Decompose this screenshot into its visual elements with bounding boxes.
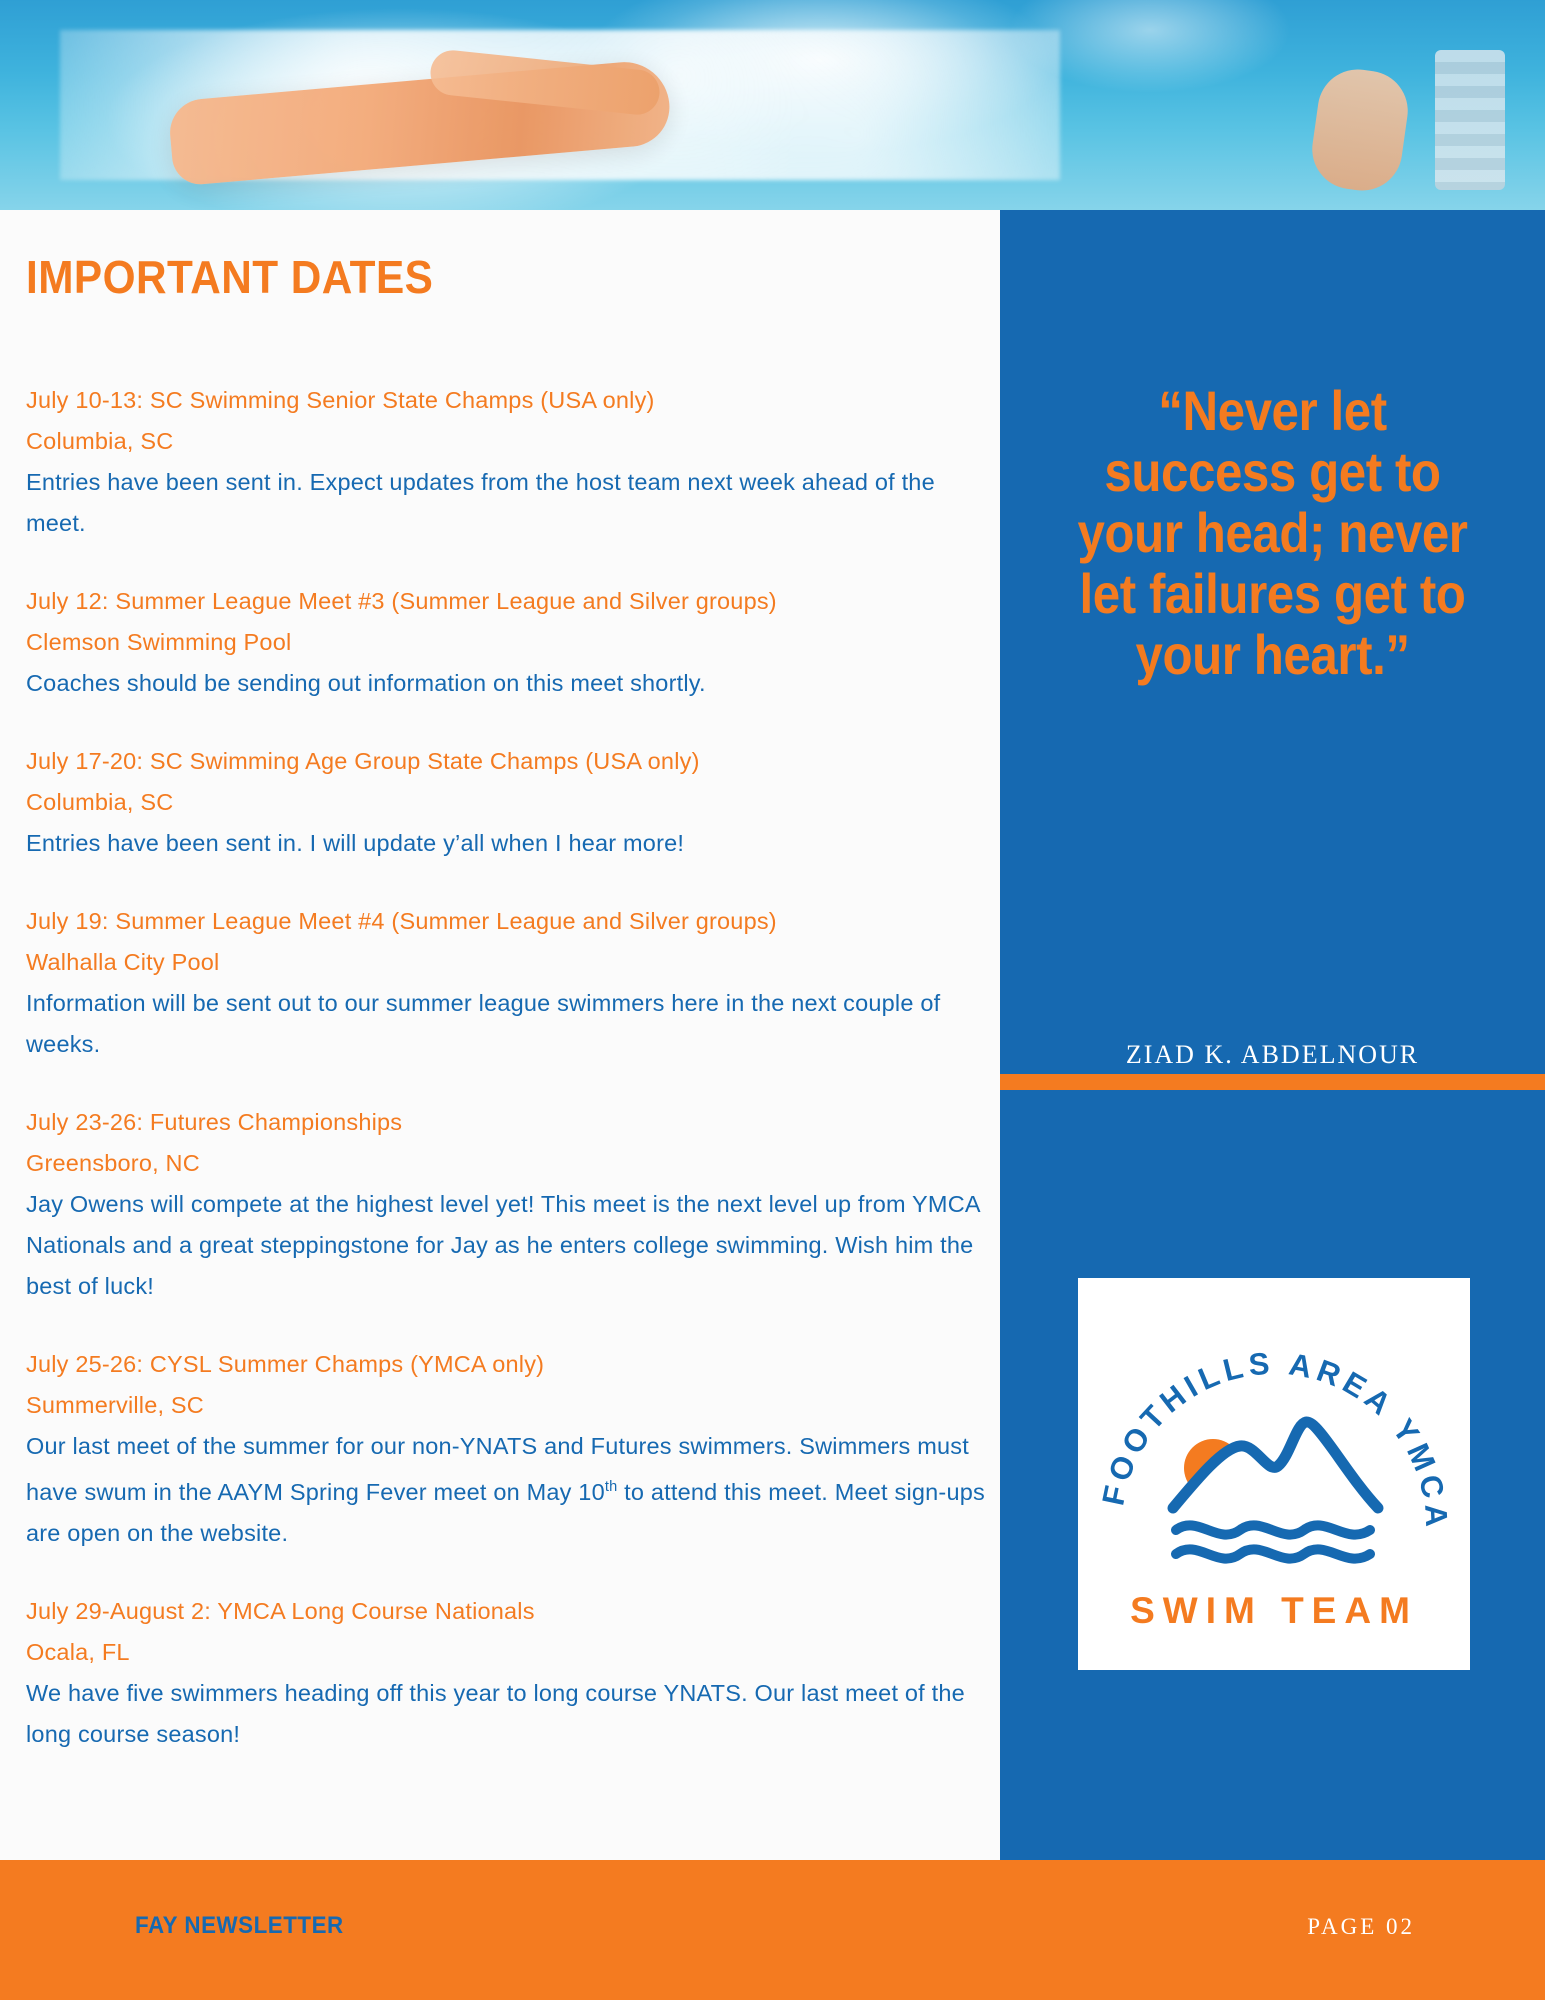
event-title: July 17-20: SC Swimming Age Group State Champs (USA only) (26, 748, 700, 774)
logo-wave-1 (1176, 1525, 1370, 1534)
logo-arc-text: FOOTHILLS AREA YMCA (1095, 1345, 1455, 1533)
list-item (26, 901, 986, 1065)
page-footer (0, 1860, 1545, 2000)
event-description: Coaches should be sending out information on this meet shortly. (26, 670, 706, 696)
footer-page-number: PAGE 02 (1307, 1914, 1415, 1939)
event-location: Walhalla City Pool (26, 949, 220, 975)
list-item (26, 380, 986, 544)
event-description-part1: Our last meet of the summer for our non-YNATS and Futures swimmers. Swimmers must have swum in the AAYM Spring Fever meet on May 10 (26, 1433, 969, 1505)
quote-block (1000, 210, 1545, 1070)
event-location: Clemson Swimming Pool (26, 629, 292, 655)
event-description: Information will be sent out to our summer league swimmers here in the next couple of weeks. (26, 990, 941, 1057)
footer-newsletter-label: FAY NEWSLETTER (135, 1912, 344, 1939)
event-title: July 29-August 2: YMCA Long Course Nationals (26, 1597, 535, 1624)
event-location: Greensboro, NC (26, 1150, 200, 1176)
header-photo-banner (0, 0, 1545, 210)
event-description: Jay Owens will compete at the highest level yet! This meet is the next level up from YMCA Nationals and a great steppingstone for Jay as he enters college swimming. Wish him the best of luck! (26, 1191, 980, 1299)
event-description-part2: to attend this meet. Meet sign-ups are open on the website. (26, 1478, 985, 1546)
event-location: Summerville, SC (26, 1392, 204, 1418)
pool-backstroke-flags (1435, 50, 1505, 190)
quote-author: ZIAD K. ABDELNOUR (1125, 1040, 1420, 1069)
ymca-swim-team-logo (1078, 1278, 1470, 1670)
logo-bottom-text: SWIM TEAM (1130, 1590, 1418, 1631)
logo-graphic (1078, 1278, 1470, 1670)
list-item (26, 1102, 986, 1307)
list-item (26, 581, 986, 704)
event-title: July 12: Summer League Meet #3 (Summer League and Silver groups) (26, 588, 777, 614)
event-location: Columbia, SC (26, 789, 174, 815)
divider (1000, 1074, 1545, 1090)
list-item (26, 1591, 986, 1755)
quote-text: “Never let success get to your head; never let failures get to your heart.” (1077, 379, 1468, 686)
event-description: We have five swimmers heading off this year to long course YNATS. Our last meet of the long course season! (26, 1679, 965, 1747)
event-description: Entries have been sent in. Expect updates from the host team next week ahead of the meet. (26, 469, 935, 536)
logo-wave-2 (1176, 1549, 1370, 1558)
list-item (26, 1344, 986, 1554)
event-location: Columbia, SC (26, 428, 174, 454)
second-swimmer-legs (1307, 64, 1413, 195)
event-title: July 19: Summer League Meet #4 (Summer League and Silver groups) (26, 908, 777, 934)
event-description (26, 1426, 986, 1554)
event-description: Entries have been sent in. I will update y’all when I hear more! (26, 830, 685, 856)
event-title: July 25-26: CYSL Summer Champs (YMCA only) (26, 1351, 545, 1377)
page-title: IMPORTANT DATES (26, 251, 434, 303)
main-content-column (0, 210, 1000, 1860)
list-item (26, 741, 986, 864)
event-title: July 10-13: SC Swimming Senior State Champs (USA only) (26, 387, 655, 413)
event-location: Ocala, FL (26, 1638, 130, 1665)
event-title: July 23-26: Futures Championships (26, 1109, 403, 1135)
important-dates-list (26, 380, 986, 1792)
event-description-superscript: th (604, 1479, 618, 1495)
